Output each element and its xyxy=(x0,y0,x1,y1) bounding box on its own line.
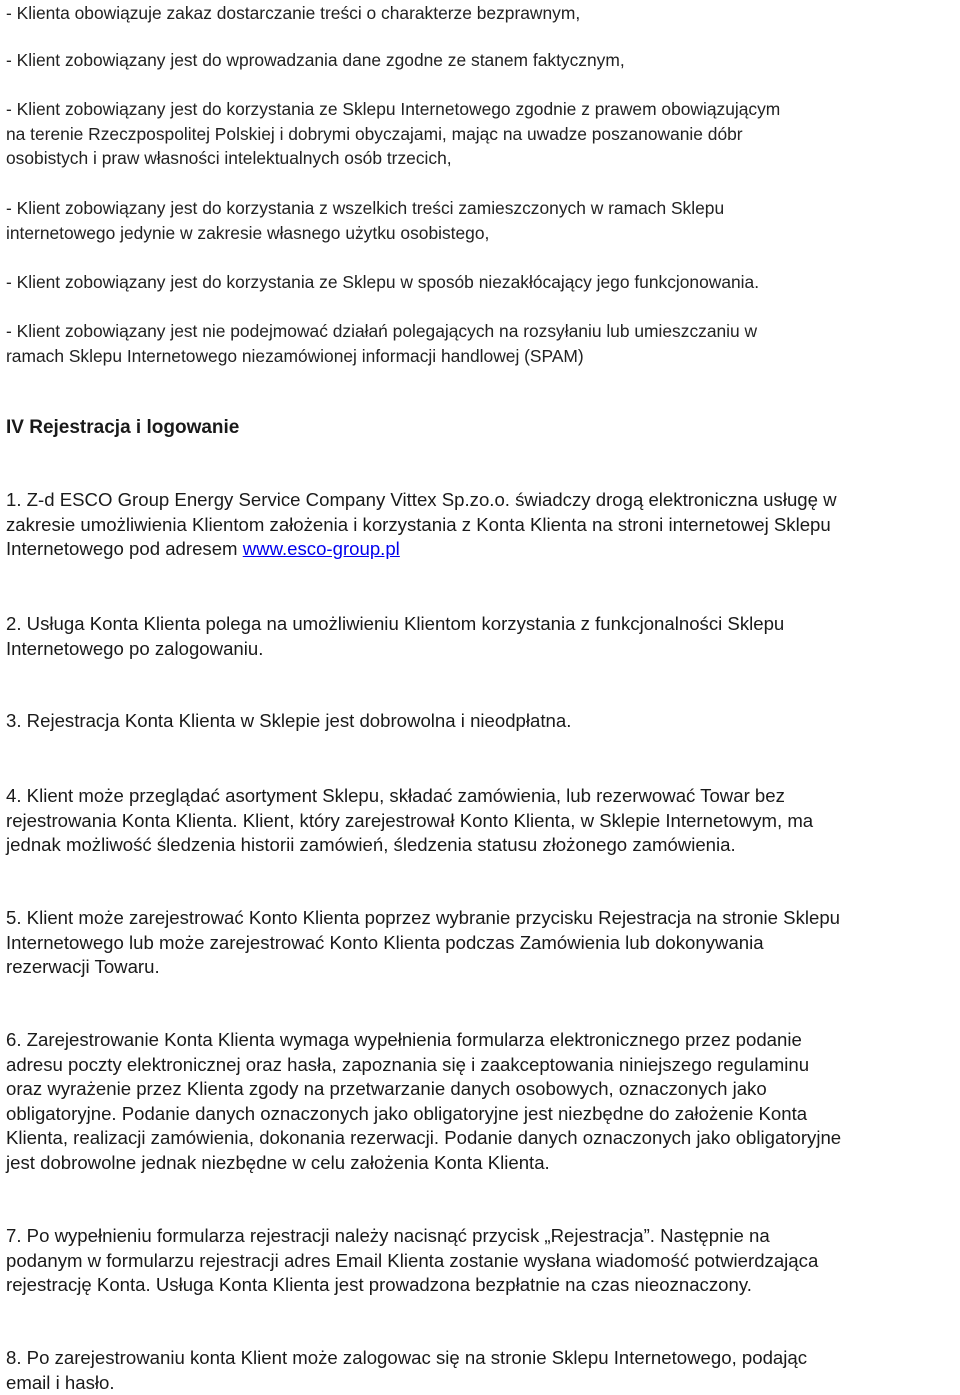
section-heading: IV Rejestracja i logowanie xyxy=(6,416,239,440)
text-line: 8. Po zarejestrowaniu konta Klient może zalogowac się na stronie Sklepu Internetowego, podając xyxy=(6,1346,807,1371)
text-line: zakresie umożliwienia Klientom założenia i korzystania z Konta Klienta na stroni internetowej Sklepu xyxy=(6,513,837,538)
text-line: podanym w formularzu rejestracji adres Email Klienta zostanie wysłana wiadomość potwierdzająca xyxy=(6,1249,818,1274)
text-line: jednak możliwość śledzenia historii zamówień, śledzenia statusu złożonego zamówienia. xyxy=(6,833,813,858)
text-line: rejestrowania Konta Klienta. Klient, który zarejestrował Konto Klienta, w Sklepie Internetowym, ma xyxy=(6,809,813,834)
website-link[interactable]: www.esco-group.pl xyxy=(243,538,400,559)
item-5 xyxy=(6,906,840,980)
text-line-prefix: Internetowego pod adresem xyxy=(6,538,243,559)
text-line: Internetowego lub może zarejestrować Konto Klienta podczas Zamówienia lub dokonywania xyxy=(6,931,840,956)
item-7 xyxy=(6,1224,818,1298)
text-line xyxy=(6,537,837,562)
text-line: oraz wyrażenie przez Klienta zgody na przetwarzanie danych osobowych, oznaczonych jako xyxy=(6,1077,841,1102)
text-line: na terenie Rzeczpospolitej Polskiej i dobrymi obyczajami, mając na uwadze poszanowanie dóbr xyxy=(6,122,780,147)
text-line: - Klient zobowiązany jest nie podejmować działań polegających na rozsyłaniu lub umieszczaniu w xyxy=(6,319,757,344)
text-line: osobistych i praw własności intelektualnych osób trzecich, xyxy=(6,146,780,171)
item-2 xyxy=(6,612,784,661)
text-line: - Klienta obowiązuje zakaz dostarczanie treści o charakterze bezprawnym, xyxy=(6,1,580,26)
text-line: - Klient zobowiązany jest do korzystania ze Sklepu Internetowego zgodnie z prawem obowiązującym xyxy=(6,97,780,122)
paragraph-3 xyxy=(6,97,780,171)
paragraph-4 xyxy=(6,196,724,245)
text-line: 3. Rejestracja Konta Klienta w Sklepie jest dobrowolna i nieodpłatna. xyxy=(6,709,571,734)
text-line: adresu poczty elektronicznej oraz hasła, zapoznania się i zaakceptowania niniejszego regulaminu xyxy=(6,1053,841,1078)
text-line: internetowego jedynie w zakresie własnego użytku osobistego, xyxy=(6,221,724,246)
text-line: email i hasło. xyxy=(6,1371,807,1395)
item-6 xyxy=(6,1028,841,1175)
paragraph-2 xyxy=(6,48,625,73)
item-8 xyxy=(6,1346,807,1395)
text-line: 7. Po wypełnieniu formularza rejestracji należy nacisnąć przycisk „Rejestracja”. Następnie na xyxy=(6,1224,818,1249)
text-line: obligatoryjne. Podanie danych oznaczonych jako obligatoryjne jest niezbędne do założenie Konta xyxy=(6,1102,841,1127)
text-line: 6. Zarejestrowanie Konta Klienta wymaga wypełnienia formularza elektronicznego przez podanie xyxy=(6,1028,841,1053)
paragraph-1 xyxy=(6,1,580,26)
item-3 xyxy=(6,709,571,734)
paragraph-5 xyxy=(6,270,759,295)
text-line: rejestrację Konta. Usługa Konta Klienta jest prowadzona bezpłatnie na czas nieoznaczony. xyxy=(6,1273,818,1298)
paragraph-6 xyxy=(6,319,757,368)
text-line: 4. Klient może przeglądać asortyment Sklepu, składać zamówienia, lub rezerwować Towar bez xyxy=(6,784,813,809)
text-line: jest dobrowolne jednak niezbędne w celu założenia Konta Klienta. xyxy=(6,1151,841,1176)
text-line: - Klient zobowiązany jest do wprowadzania dane zgodne ze stanem faktycznym, xyxy=(6,48,625,73)
text-line: rezerwacji Towaru. xyxy=(6,955,840,980)
text-line: Internetowego po zalogowaniu. xyxy=(6,637,784,662)
text-line: - Klient zobowiązany jest do korzystania ze Sklepu w sposób niezakłócający jego funkcjonowania. xyxy=(6,270,759,295)
text-line: 2. Usługa Konta Klienta polega na umożliwieniu Klientom korzystania z funkcjonalności Sklepu xyxy=(6,612,784,637)
item-4 xyxy=(6,784,813,858)
text-line: - Klient zobowiązany jest do korzystania z wszelkich treści zamieszczonych w ramach Sklepu xyxy=(6,196,724,221)
text-line: ramach Sklepu Internetowego niezamówionej informacji handlowej (SPAM) xyxy=(6,344,757,369)
text-line: 1. Z-d ESCO Group Energy Service Company Vittex Sp.zo.o. świadczy drogą elektroniczna usługę w xyxy=(6,488,837,513)
text-line: Klienta, realizacji zamówienia, dokonania rezerwacji. Podanie danych oznaczonych jako obligatoryjne xyxy=(6,1126,841,1151)
item-1 xyxy=(6,488,837,562)
text-line: 5. Klient może zarejestrować Konto Klienta poprzez wybranie przycisku Rejestracja na stronie Sklepu xyxy=(6,906,840,931)
